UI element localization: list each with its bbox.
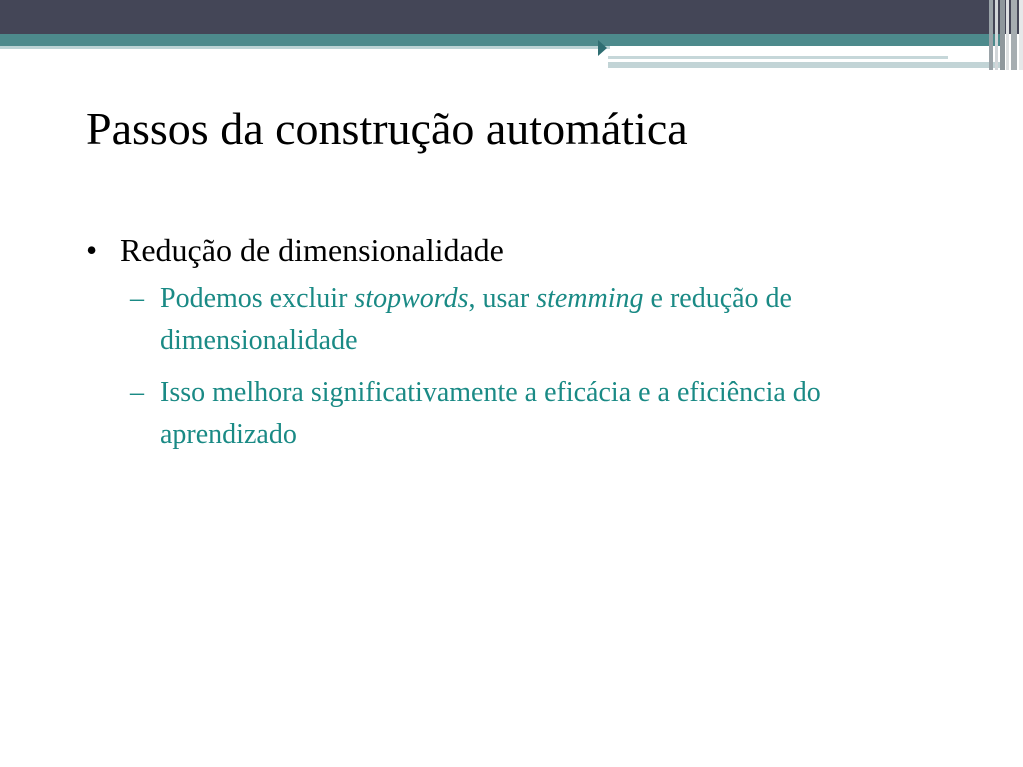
bullet-marker: • <box>86 232 98 268</box>
header-vertical-stripes <box>989 0 1023 70</box>
sub-bullet-text: , usar <box>468 283 537 314</box>
sub-bullet-marker: – <box>130 377 144 408</box>
sub-bullet-text: Podemos excluir <box>160 283 355 314</box>
sub-bullet-item <box>86 372 940 456</box>
header-arrow-icon <box>598 40 607 56</box>
sub-bullet-italic: stopwords <box>354 283 469 314</box>
sub-bullet-text: Isso melhora significativamente a eficácia e a eficiência do aprendizado <box>160 377 821 450</box>
header-dark-band <box>0 0 1023 34</box>
header-accent-line <box>608 62 1003 68</box>
sub-bullet-marker: – <box>130 283 144 314</box>
bullet-text: Redução de dimensionalidade <box>120 232 504 268</box>
sub-bullet-item <box>86 278 940 362</box>
slide-body <box>86 230 946 466</box>
header-light-band <box>0 46 610 49</box>
sub-bullet-text: e redução de dimensionalidade <box>160 283 792 356</box>
bullet-item <box>86 230 946 270</box>
slide-title: Passos da construção automática <box>86 103 688 154</box>
header-accent-line <box>608 56 948 59</box>
header-teal-band <box>0 34 1000 46</box>
sub-bullet-italic: stemming <box>536 283 644 314</box>
